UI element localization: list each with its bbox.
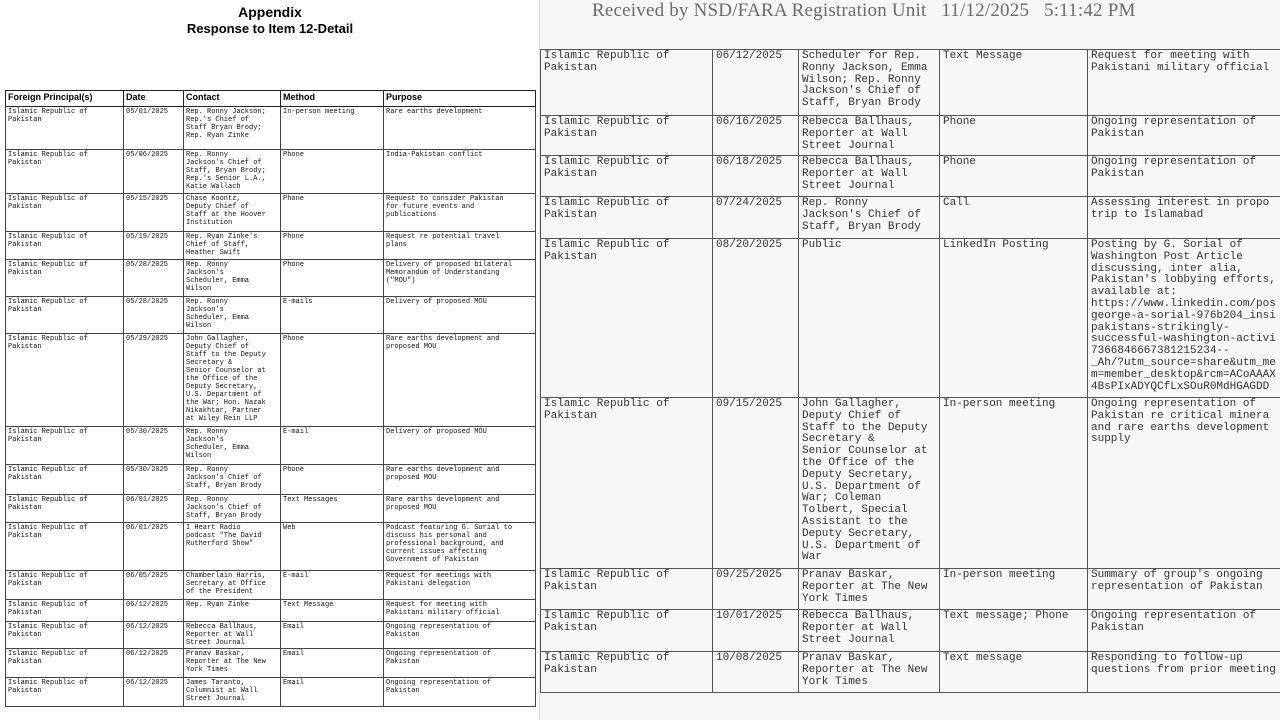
cell-method: Phone xyxy=(281,334,384,427)
cell-principal: Islamic Republic of Pakistan xyxy=(6,523,124,571)
cell-principal: Islamic Republic of Pakistan xyxy=(541,610,713,652)
table-row xyxy=(6,232,536,260)
table-row xyxy=(6,194,536,232)
cell-purpose: Delivery of proposed MOU xyxy=(384,427,536,465)
appendix-title: Appendix xyxy=(238,4,302,20)
cell-purpose: Delivery of proposed bilateral Memorandum of Understanding ("MOU") xyxy=(384,260,536,297)
cell-principal: Islamic Republic of Pakistan xyxy=(6,571,124,600)
cell-method: Phone xyxy=(281,465,384,495)
cell-purpose: Ongoing representation of Pakistan xyxy=(384,649,536,678)
table-row xyxy=(6,622,536,649)
table-row xyxy=(541,239,1280,398)
continuation-page xyxy=(540,0,1280,720)
cell-contact: Rep. Ronny Jackson's Chief of Staff, Bryan Brody xyxy=(184,495,281,523)
cell-principal: Islamic Republic of Pakistan xyxy=(6,465,124,495)
cell-contact: Rep. Ryan Zinke xyxy=(184,600,281,622)
cell-method: Phone xyxy=(281,194,384,232)
cell-method: Text message xyxy=(940,652,1088,693)
cell-date: 06/16/2025 xyxy=(713,116,799,156)
cell-principal: Islamic Republic of Pakistan xyxy=(541,116,713,156)
column-header-foreign-principal: Foreign Principal(s) xyxy=(6,91,124,107)
cell-date: 09/25/2025 xyxy=(713,569,799,610)
table-row xyxy=(6,427,536,465)
table-row xyxy=(541,116,1280,156)
cell-date: 05/28/2025 xyxy=(124,297,184,334)
table-row xyxy=(6,678,536,707)
cell-contact: Chamberlain Harris, Secretary at Office of the President xyxy=(184,571,281,600)
cell-date: 05/06/2025 xyxy=(124,150,184,194)
cell-purpose: Rare earths development and proposed MOU xyxy=(384,334,536,427)
cell-date: 05/30/2025 xyxy=(124,427,184,465)
cell-principal: Islamic Republic of Pakistan xyxy=(6,297,124,334)
cell-method: Email xyxy=(281,622,384,649)
cell-method: E-mail xyxy=(281,571,384,600)
cell-method: Text message; Phone xyxy=(940,610,1088,652)
cell-date: 05/28/2025 xyxy=(124,260,184,297)
cell-principal: Islamic Republic of Pakistan xyxy=(541,239,713,398)
table-row xyxy=(541,398,1280,569)
cell-principal: Islamic Republic of Pakistan xyxy=(541,398,713,569)
column-header-contact: Contact xyxy=(184,91,281,107)
cell-contact: Rep. Ronny Jackson's Chief of Staff, Bryan Brody xyxy=(799,197,940,239)
cell-method: Web xyxy=(281,523,384,571)
cell-purpose: Summary of group's ongoing representation of Pakistan xyxy=(1088,569,1280,610)
cell-date: 09/15/2025 xyxy=(713,398,799,569)
cell-principal: Islamic Republic of Pakistan xyxy=(6,678,124,707)
cell-principal: Islamic Republic of Pakistan xyxy=(6,600,124,622)
cell-method: LinkedIn Posting xyxy=(940,239,1088,398)
cell-principal: Islamic Republic of Pakistan xyxy=(541,156,713,197)
cell-purpose: Request for meetings with Pakistani delegation xyxy=(384,571,536,600)
cell-contact: Rebecca Ballhaus, Reporter at Wall Street Journal xyxy=(799,116,940,156)
table-row xyxy=(6,260,536,297)
cell-principal: Islamic Republic of Pakistan xyxy=(541,197,713,239)
appendix-page xyxy=(0,0,540,720)
cell-purpose: Request to consider Pakistan for future events and publications xyxy=(384,194,536,232)
cell-purpose: Ongoing representation of Pakistan xyxy=(1088,610,1280,652)
column-header-date: Date xyxy=(124,91,184,107)
cell-contact: Rebecca Ballhaus, Reporter at Wall Street Journal xyxy=(799,610,940,652)
cell-contact: James Taranto, Columnist at Wall Street Journal xyxy=(184,678,281,707)
contacts-table-page-2 xyxy=(540,49,1280,693)
cell-principal: Islamic Republic of Pakistan xyxy=(6,649,124,678)
cell-purpose: Rare earths development and proposed MOU xyxy=(384,465,536,495)
cell-date: 06/12/2025 xyxy=(124,649,184,678)
cell-date: 08/20/2025 xyxy=(713,239,799,398)
cell-contact: Pranav Baskar, Reporter at The New York Times xyxy=(184,649,281,678)
cell-date: 10/08/2025 xyxy=(713,652,799,693)
cell-method: Phone xyxy=(940,156,1088,197)
cell-method: Phone xyxy=(940,116,1088,156)
cell-contact: John Gallagher, Deputy Chief of Staff to the Deputy Secretary & Senior Counselor at the Office of the Deputy Secretary, U.S. Department of the War; Hon. Nazak Nikakhtar, Partner at Wiley Rein LLP xyxy=(184,334,281,427)
cell-contact: Public xyxy=(799,239,940,398)
cell-contact: Rep. Ronny Jackson's Scheduler, Emma Wilson xyxy=(184,297,281,334)
cell-principal: Islamic Republic of Pakistan xyxy=(6,260,124,297)
cell-date: 06/12/2025 xyxy=(124,678,184,707)
cell-date: 05/30/2025 xyxy=(124,465,184,495)
cell-principal: Islamic Republic of Pakistan xyxy=(541,50,713,116)
cell-purpose: Posting by G. Sorial of Washington Post Article discussing, inter alia, Pakistan's lobbying efforts, available at: https://www.linkedin.com/pos george-a-sorial-976b204_insi pakistans-strikingly- successful-washington-activi 7366846667381215234-- _Ah/?utm_source=share&utm_me m=member_desktop&rcm=ACoAAAX 4BsPIxADYQCfLxSOuR0MdHGAGDD xyxy=(1088,239,1280,398)
cell-date: 06/01/2025 xyxy=(124,523,184,571)
cell-method: Call xyxy=(940,197,1088,239)
table-row xyxy=(541,569,1280,610)
cell-date: 06/18/2025 xyxy=(713,156,799,197)
cell-date: 05/19/2025 xyxy=(124,232,184,260)
table-row xyxy=(541,652,1280,693)
cell-principal: Islamic Republic of Pakistan xyxy=(6,427,124,465)
cell-purpose: Assessing interest in propo trip to Islamabad xyxy=(1088,197,1280,239)
cell-method: Email xyxy=(281,678,384,707)
cell-principal: Islamic Republic of Pakistan xyxy=(6,107,124,150)
cell-method: Phone xyxy=(281,150,384,194)
cell-purpose: Delivery of proposed MOU xyxy=(384,297,536,334)
cell-purpose: Podcast featuring G. Sorial to discuss his personal and professional background, and current issues affecting Government of Pakistan xyxy=(384,523,536,571)
cell-principal: Islamic Republic of Pakistan xyxy=(541,652,713,693)
table-row xyxy=(6,297,536,334)
cell-date: 06/01/2025 xyxy=(124,495,184,523)
cell-purpose: Ongoing representation of Pakistan re critical minera and rare earths development supply xyxy=(1088,398,1280,569)
cell-contact: Pranav Baskar, Reporter at The New York Times xyxy=(799,652,940,693)
cell-contact: Rep. Ronny Jackson's Chief of Staff, Bryan Brody xyxy=(184,465,281,495)
cell-purpose: India-Pakistan conflict xyxy=(384,150,536,194)
cell-contact: Rep. Ronny Jackson's Scheduler, Emma Wilson xyxy=(184,427,281,465)
cell-principal: Islamic Republic of Pakistan xyxy=(6,622,124,649)
cell-purpose: Ongoing representation of Pakistan xyxy=(384,678,536,707)
cell-principal: Islamic Republic of Pakistan xyxy=(6,194,124,232)
cell-principal: Islamic Republic of Pakistan xyxy=(6,495,124,523)
cell-contact: Pranav Baskar, Reporter at The New York Times xyxy=(799,569,940,610)
cell-date: 07/24/2025 xyxy=(713,197,799,239)
cell-method: Text Message xyxy=(940,50,1088,116)
cell-purpose: Request re potential travel plans xyxy=(384,232,536,260)
cell-contact: Rep. Ronny Jackson's Chief of Staff, Bryan Brody; Rep.'s Senior L.A., Katie Wallach xyxy=(184,150,281,194)
cell-method: Text Message xyxy=(281,600,384,622)
cell-method: Phone xyxy=(281,232,384,260)
cell-principal: Islamic Republic of Pakistan xyxy=(6,232,124,260)
cell-method: Text Messages xyxy=(281,495,384,523)
cell-contact: Rep. Ronny Jackson; Rep.'s Chief of Staff Bryan Brody; Rep. Ryan Zinke xyxy=(184,107,281,150)
table-row xyxy=(6,600,536,622)
table-row xyxy=(6,150,536,194)
cell-date: 10/01/2025 xyxy=(713,610,799,652)
cell-date: 06/12/2025 xyxy=(713,50,799,116)
cell-contact: Rep. Ronny Jackson's Scheduler, Emma Wilson xyxy=(184,260,281,297)
table-row xyxy=(6,334,536,427)
cell-date: 06/12/2025 xyxy=(124,600,184,622)
table-row xyxy=(6,495,536,523)
cell-principal: Islamic Republic of Pakistan xyxy=(541,569,713,610)
column-header-method: Method xyxy=(281,91,384,107)
cell-method: In-person meeting xyxy=(940,569,1088,610)
cell-contact: I Heart Radio podcast "The David Rutherford Show" xyxy=(184,523,281,571)
table-header-row xyxy=(6,91,536,107)
table-row xyxy=(6,649,536,678)
cell-method: E-mails xyxy=(281,297,384,334)
cell-method: Phone xyxy=(281,260,384,297)
cell-contact: John Gallagher, Deputy Chief of Staff to the Deputy Secretary & Senior Counselor at the Office of the Deputy Secretary, U.S. Department of War; Coleman Tolbert, Special Assistant to the Deputy Secretary, U.S. Department of War xyxy=(799,398,940,569)
cell-purpose: Ongoing representation of Pakistan xyxy=(384,622,536,649)
cell-contact: Rebecca Ballhaus, Reporter at Wall Street Journal xyxy=(184,622,281,649)
cell-purpose: Ongoing representation of Pakistan xyxy=(1088,116,1280,156)
table-row xyxy=(6,523,536,571)
cell-date: 05/01/2025 xyxy=(124,107,184,150)
appendix-subtitle: Response to Item 12-Detail xyxy=(186,21,354,36)
column-header-purpose: Purpose xyxy=(384,91,536,107)
cell-date: 05/29/2025 xyxy=(124,334,184,427)
cell-method: E-mail xyxy=(281,427,384,465)
received-stamp: Received by NSD/FARA Registration Unit 11/12/2025 5:11:42 PM xyxy=(592,0,1136,21)
cell-principal: Islamic Republic of Pakistan xyxy=(6,334,124,427)
cell-date: 06/05/2025 xyxy=(124,571,184,600)
contacts-table-page-1 xyxy=(5,90,536,707)
table-row xyxy=(541,197,1280,239)
cell-purpose: Request for meeting with Pakistani military official xyxy=(384,600,536,622)
table-row xyxy=(541,50,1280,116)
table-row xyxy=(6,465,536,495)
cell-purpose: Ongoing representation of Pakistan xyxy=(1088,156,1280,197)
cell-contact: Rep. Ryan Zinke's Chief of Staff, Heather Swift xyxy=(184,232,281,260)
cell-date: 06/12/2025 xyxy=(124,622,184,649)
cell-principal: Islamic Republic of Pakistan xyxy=(6,150,124,194)
cell-purpose: Rare earths development and proposed MOU xyxy=(384,495,536,523)
cell-purpose: Responding to follow-up questions from prior meeting xyxy=(1088,652,1280,693)
cell-method: In-person meeting xyxy=(940,398,1088,569)
cell-date: 05/15/2025 xyxy=(124,194,184,232)
table-row xyxy=(6,571,536,600)
cell-method: Email xyxy=(281,649,384,678)
table-row xyxy=(6,107,536,150)
table-row xyxy=(541,156,1280,197)
cell-purpose: Request for meeting with Pakistani military official xyxy=(1088,50,1280,116)
table-row xyxy=(541,610,1280,652)
cell-contact: Rebecca Ballhaus, Reporter at Wall Street Journal xyxy=(799,156,940,197)
cell-method: In-person meeting xyxy=(281,107,384,150)
cell-contact: Scheduler for Rep. Ronny Jackson, Emma Wilson; Rep. Ronny Jackson's Chief of Staff, Bryan Brody xyxy=(799,50,940,116)
cell-purpose: Rare earths development xyxy=(384,107,536,150)
cell-contact: Chase Koontz, Deputy Chief of Staff at the Hoover Institution xyxy=(184,194,281,232)
